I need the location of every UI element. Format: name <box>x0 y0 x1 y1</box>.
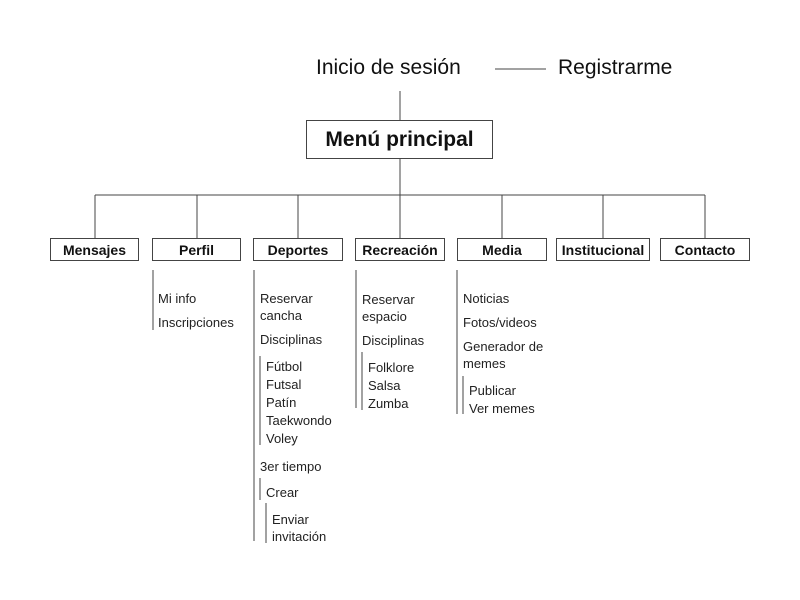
deportes-item-enviar-invitacion[interactable]: Enviar invitación <box>272 512 327 544</box>
media-item-generador-memes[interactable]: Generador de memes <box>463 339 544 371</box>
media-item-ver-memes[interactable]: Ver memes <box>469 401 535 416</box>
deportes-item-disciplinas[interactable]: Disciplinas <box>260 332 323 347</box>
deportes-item-crear[interactable]: Crear <box>266 485 299 500</box>
recreacion-item-reservar-espacio[interactable]: Reservar espacio <box>362 292 415 324</box>
category-institucional[interactable]: Institucional <box>556 238 650 261</box>
deportes-item-voley[interactable]: Voley <box>266 431 298 446</box>
category-deportes[interactable]: Deportes <box>253 238 343 261</box>
recreacion-item-folklore[interactable]: Folklore <box>368 360 415 375</box>
main-menu-box[interactable]: Menú principal <box>306 120 493 159</box>
recreacion-item-zumba[interactable]: Zumba <box>368 396 409 411</box>
media-item-noticias[interactable]: Noticias <box>463 291 510 306</box>
login-link[interactable]: Inicio de sesión <box>316 56 461 79</box>
recreacion-item-salsa[interactable]: Salsa <box>368 378 401 393</box>
category-perfil[interactable]: Perfil <box>152 238 241 261</box>
deportes-item-futsal[interactable]: Futsal <box>266 377 302 392</box>
category-recreacion[interactable]: Recreación <box>355 238 445 261</box>
media-item-publicar[interactable]: Publicar <box>469 383 516 398</box>
register-link[interactable]: Registrarme <box>558 56 673 79</box>
category-contacto[interactable]: Contacto <box>660 238 750 261</box>
deportes-item-futbol[interactable]: Fútbol <box>266 359 303 374</box>
recreacion-item-disciplinas[interactable]: Disciplinas <box>362 333 425 348</box>
category-mensajes[interactable]: Mensajes <box>50 238 139 261</box>
deportes-item-tercer-tiempo[interactable]: 3er tiempo <box>260 459 322 474</box>
category-media[interactable]: Media <box>457 238 547 261</box>
perfil-item-inscripciones[interactable]: Inscripciones <box>158 315 234 330</box>
deportes-item-reservar-cancha[interactable]: Reservar cancha <box>260 291 313 323</box>
media-item-fotos-videos[interactable]: Fotos/videos <box>463 315 537 330</box>
deportes-item-patin[interactable]: Patín <box>266 395 297 410</box>
deportes-item-taekwondo[interactable]: Taekwondo <box>266 413 332 428</box>
perfil-item-mi-info[interactable]: Mi info <box>158 291 197 306</box>
